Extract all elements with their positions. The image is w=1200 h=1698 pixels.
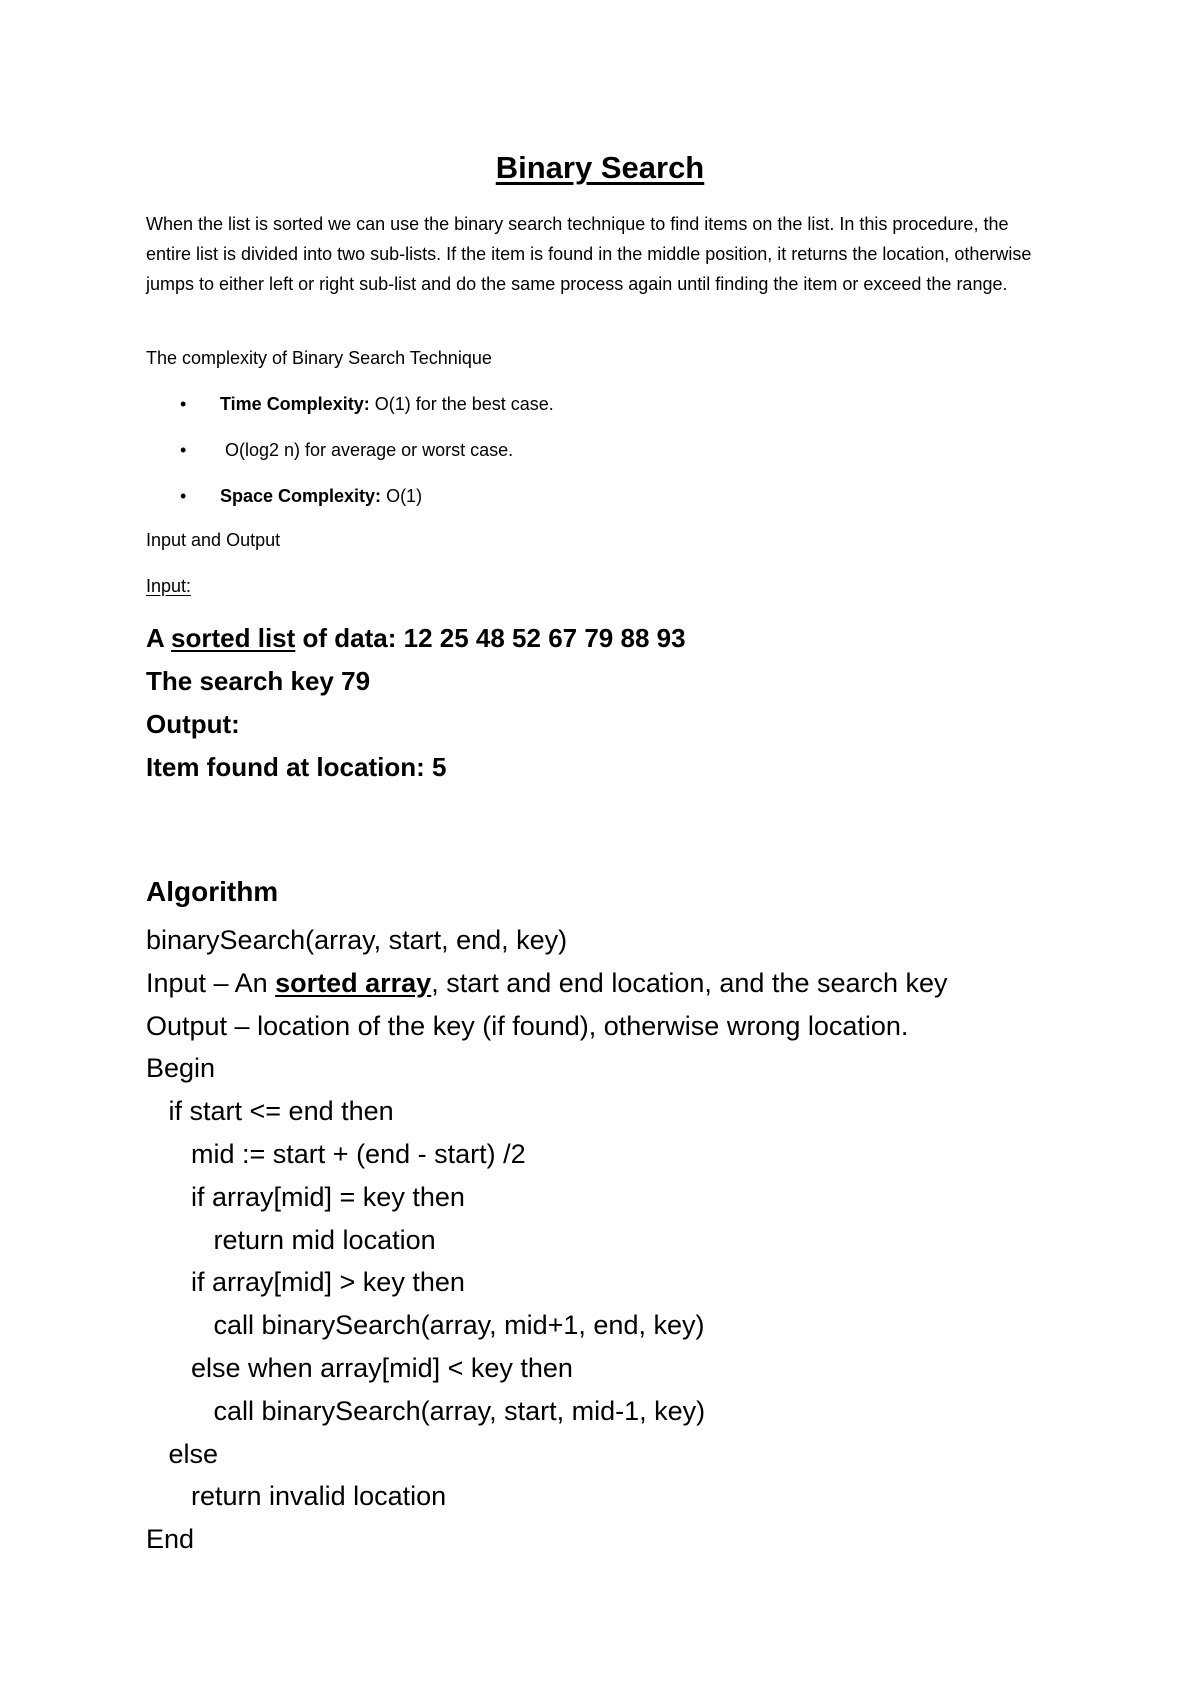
example-search-key: The search key 79 bbox=[146, 666, 371, 696]
example-underlined: sorted list bbox=[171, 623, 296, 653]
algorithm-block bbox=[146, 919, 948, 1561]
algorithm-line: else bbox=[146, 1438, 219, 1469]
algorithm-signature: binarySearch(array, start, end, key) bbox=[146, 925, 568, 955]
algorithm-text: , start and end location, and the search key bbox=[431, 967, 948, 998]
algorithm-line: if array[mid] = key then bbox=[146, 1181, 465, 1212]
page-title: Binary Search bbox=[495, 150, 705, 185]
algorithm-line: if start <= end then bbox=[146, 1096, 394, 1127]
io-heading: Input and Output bbox=[146, 530, 281, 550]
bullet-text: O(1) for the best case. bbox=[369, 394, 554, 414]
algorithm-input bbox=[146, 962, 948, 1005]
bullet-time-worst bbox=[180, 440, 513, 461]
example-output-label: Output: bbox=[146, 709, 240, 739]
bullet-text: O(1) bbox=[381, 486, 423, 506]
bullet-space bbox=[180, 486, 422, 507]
bullet-label: Time Complexity: bbox=[220, 394, 370, 414]
algorithm-output: Output – location of the key (if found), otherwise wrong location. bbox=[146, 1010, 909, 1041]
example-output-value: Item found at location: 5 bbox=[146, 752, 447, 782]
algorithm-heading: Algorithm bbox=[146, 876, 279, 907]
algorithm-underlined: sorted array bbox=[275, 967, 432, 998]
algorithm-text: Input – An bbox=[146, 967, 276, 998]
bullet-marker: • bbox=[180, 486, 187, 506]
bullet-marker: • bbox=[180, 394, 187, 414]
input-label: Input: bbox=[146, 576, 192, 596]
bullet-time-best bbox=[180, 394, 554, 415]
algorithm-line: return invalid location bbox=[146, 1481, 447, 1512]
example-text: of data: 12 25 48 52 67 79 88 93 bbox=[295, 623, 686, 653]
bullet-label: Space Complexity: bbox=[220, 486, 382, 506]
complexity-heading: The complexity of Binary Search Technique bbox=[146, 348, 492, 368]
example-text: A bbox=[146, 623, 172, 653]
intro-paragraph: When the list is sorted we can use the binary search technique to find items on the list. In this procedure, the entire list is divided into two sub-lists. If the item is found in the middle position, it returns the location, otherwise jumps to either left or right sub-list and do the same process again until finding the item or exceed the range. bbox=[146, 214, 1032, 294]
algorithm-line: Begin bbox=[146, 1053, 216, 1084]
algorithm-line: call binarySearch(array, mid+1, end, key) bbox=[146, 1310, 705, 1341]
algorithm-line: End bbox=[146, 1524, 195, 1555]
algorithm-line: else when array[mid] < key then bbox=[146, 1352, 573, 1383]
algorithm-line: mid := start + (end - start) /2 bbox=[146, 1138, 526, 1169]
example-sorted-list bbox=[146, 623, 686, 654]
bullet-text: O(log2 n) for average or worst case. bbox=[220, 440, 514, 460]
algorithm-line: if array[mid] > key then bbox=[146, 1267, 465, 1298]
algorithm-line: return mid location bbox=[146, 1224, 436, 1255]
algorithm-line: call binarySearch(array, start, mid-1, key) bbox=[146, 1395, 706, 1426]
bullet-marker: • bbox=[180, 440, 187, 460]
